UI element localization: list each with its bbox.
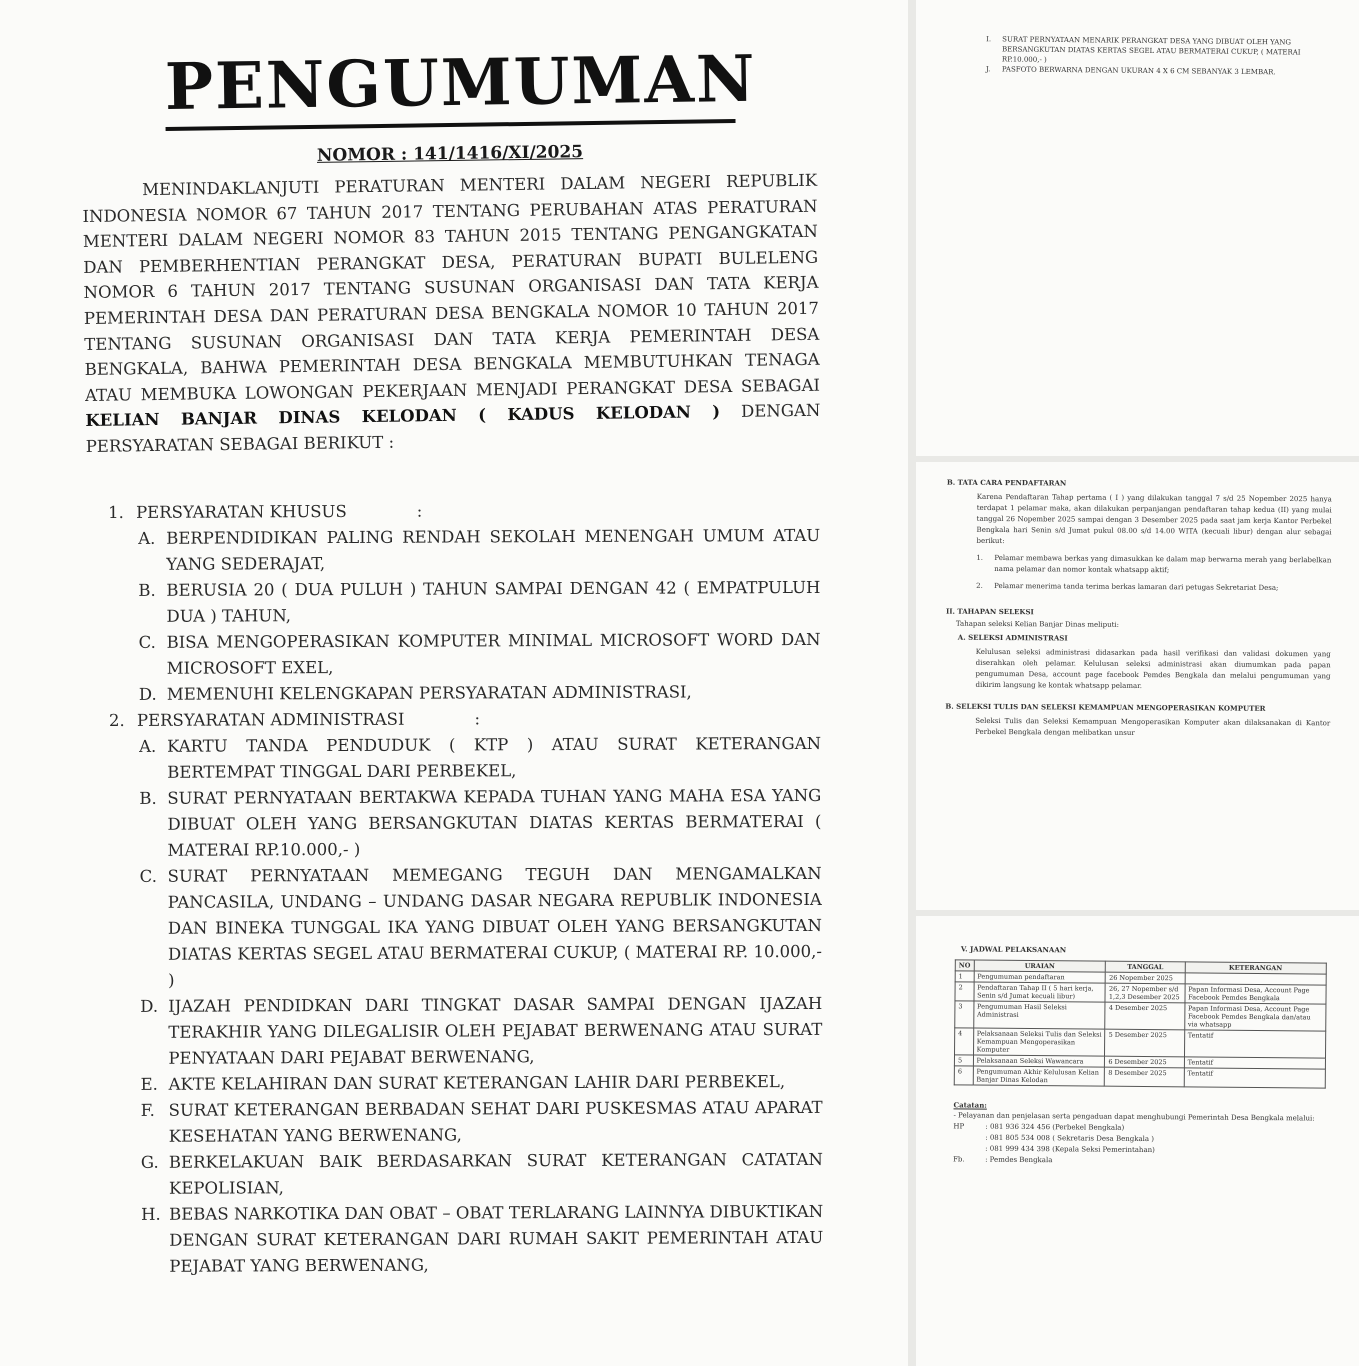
intro-text: MENINDAKLANJUTI PERATURAN MENTERI DALAM NEGERI REPUBLIK INDONESIA NOMOR 67 TAHUN 2017 TENTANG PERUBAHAN ATAS PERATURAN MENTERI DALAM NEGERI NOMOR 83 TAHUN 2015 TENTANG PENGANGKATAN DAN PEMBERHENTIAN PERANGKAT DESA, PERATURAN BUPATI BULELENG NOMOR 6 TAHUN 2017 TENTANG SUSUNAN ORGANISASI DAN TATA KERJA PEMERINTAH DESA DAN PERATURAN DESA BENGKALA NOMOR 10 TAHUN 2017 TENTANG SUSUNAN ORGANISASI DAN TATA KERJA PEMERINTAH DESA BENGKALA, BAHWA PEMERINTAH DESA BENGKALA MEMBUTUHKAN TENAGA ATAU MEMBUKA LOWONGAN PEKERJAAN MENJADI PERANGKAT DESA SEBAGAI [82, 170, 821, 405]
test-selection-title: B. SELEKSI TULIS DAN SELEKSI KEMAMPUAN MENGOPERASIKAN KOMPUTER [945, 701, 1266, 713]
section-number: 1. [108, 502, 124, 522]
section-title: PERSYARATAN KHUSUS [136, 501, 347, 522]
cell-no: 2 [955, 982, 974, 1001]
notes [953, 1099, 1334, 1168]
cell-uraian: Pengumuman pendaftaran [974, 971, 1106, 983]
cell-tanggal: 8 Desember 2025 [1105, 1067, 1184, 1087]
item-text: BERKELAKUAN BAIK BERDASARKAN SURAT KETERANGAN CATATAN KEPOLISIAN, [168, 1149, 823, 1198]
item-text: SURAT PERNYATAAN MENARIK PERANGKAT DESA YANG DIBUAT OLEH YANG BERSANGKUTAN DIATAS KERTAS SEGEL ATAU BERMATERAI CUKUP, ( MATERAI RP.10.000,- ) [1001, 35, 1301, 64]
cell-tanggal: 4 Desember 2025 [1105, 1002, 1184, 1030]
contact-list [953, 1121, 1333, 1168]
item-text: BEBAS NARKOTIKA DAN OBAT – OBAT TERLARANG LAINNYA DIBUKTIKAN DENGAN SURAT KETERANGAN DARI RUMAH SAKIT PEMERINTAH ATAU PEJABAT YANG BERWENANG, [169, 1201, 824, 1276]
cell-tanggal: 6 Desember 2025 [1105, 1056, 1184, 1068]
step-text: Pelamar menerima tanda terima berkas lamaran dari petugas Sekretariat Desa; [994, 581, 1279, 592]
item-text: KARTU TANDA PENDUDUK ( KTP ) ATAU SURAT KETERANGAN BERTEMPAT TINGGAL DARI PERBEKEL, [167, 733, 822, 782]
table-row [954, 1066, 1325, 1088]
cell-tanggal: 26, 27 Nopember s/d 1,2,3 Desember 2025 [1105, 983, 1184, 1003]
registration-step [976, 553, 1331, 577]
item-letter: D. [138, 684, 157, 704]
column-header: KETERANGAN [1185, 962, 1326, 974]
item-letter: A. [139, 736, 157, 756]
requirement-item [141, 1095, 823, 1150]
requirement-item [139, 731, 821, 786]
item-letter: B. [139, 788, 157, 808]
item-text: PASFOTO BERWARNA DENGAN UKURAN 4 X 6 CM SEBANYAK 3 LEMBAR. [1001, 65, 1276, 77]
item-text: SURAT KETERANGAN BERBADAN SEHAT DARI PUSKESMAS ATAU APARAT KESEHATAN YANG BERWENANG, [168, 1097, 823, 1146]
cell-tanggal: 26 Nopember 2025 [1106, 972, 1185, 984]
registration-section [945, 477, 1332, 747]
cell-no: 5 [954, 1055, 973, 1066]
item-letter: B. [138, 580, 156, 600]
requirement-item [141, 1147, 823, 1202]
schedule-title: V. JADWAL PELAKSANAAN [960, 944, 1067, 955]
column-header: TANGGAL [1106, 961, 1185, 973]
cell-uraian: Pendaftaran Tahap II ( 5 hari kerja, Senin s/d Jumat kecuali libur) [974, 982, 1106, 1002]
intro-end: DENGAN PERSYARATAN SEBAGAI BERIKUT : [85, 401, 821, 456]
requirement-item [139, 627, 821, 682]
page-4 [916, 916, 1359, 1366]
admin-selection-paragraph: Kelulusan seleksi administrasi didasarkan pada hasil verifikasi dan validasi dokumen yang diserahkan oleh pelamar. Kelulusan seleksi administrasi akan diumumkan pada papan pengumuman Desa, account page facebook Pemdes Bengkala dan melalui pengumuman yang dikirim langsung ke kontak whatsapp pelamar. [975, 647, 1331, 691]
item-text: BISA MENGOPERASIKAN KOMPUTER MINIMAL MICROSOFT WORD DAN MICROSOFT EXEL, [166, 629, 821, 678]
item-letter: G. [140, 1152, 159, 1172]
item-letter: C. [139, 866, 157, 886]
item-text: AKTE KELAHIRAN DAN SURAT KETERANGAN LAHIR DARI PERBEKEL, [168, 1072, 786, 1094]
item-letter: F. [140, 1100, 155, 1120]
cell-uraian: Pengumuman Akhir Kelulusan Kelian Banjar Dinas Kelodan [973, 1066, 1105, 1086]
cell-keterangan: Tentatif [1184, 1068, 1326, 1088]
requirement-item [139, 679, 821, 708]
cell-uraian: Pengumuman Hasil Seleksi Administrasi [973, 1001, 1105, 1029]
cell-keterangan: Tentatif [1184, 1030, 1326, 1058]
contact-value: : Pemdes Bengkala [985, 1155, 1053, 1165]
registration-title: B. TATA CARA PENDAFTARAN [946, 477, 1067, 488]
requirement-item [140, 1069, 822, 1098]
schedule-table [954, 959, 1327, 1088]
registration-paragraph: Karena Pendaftaran Tahap pertama ( I ) yang dilakukan tanggal 7 s/d 25 Nopember 2025 hanya terdapat 1 pelamar maka, akan dilakukan perpanjangan pendaftaran tahap kedua (II) yang mulai tanggal 26 Nopember 2025 sampai dengan 3 Desember 2025 pada saat jam kerja Kantor Perbekel Bengkala hari Senin s/d Jumat pukul 08.00 s/d 14.00 WITA (kecuali libur) dengan alur sebagai berikut: [976, 492, 1332, 546]
item-letter: H. [141, 1204, 161, 1224]
section-heading [109, 705, 821, 734]
cell-keterangan: Tentatif [1184, 1057, 1325, 1069]
requirement-item [139, 783, 821, 864]
page-3 [916, 462, 1359, 910]
cell-tanggal: 5 Desember 2025 [1105, 1029, 1184, 1057]
contact-value: : 081 999 434 398 (Kepala Seksi Pemerintahan) [985, 1144, 1155, 1155]
intro-position: KELIAN BANJAR DINAS KELODAN ( KADUS KELODAN ) [85, 402, 721, 431]
intro-paragraph [82, 168, 821, 460]
section-number: 2. [108, 710, 125, 730]
registration-steps [946, 553, 1331, 595]
notes-title: Catatan: [953, 1100, 987, 1110]
table-row [955, 1001, 1326, 1031]
step-number: 1. [976, 553, 984, 562]
contact-row [953, 1154, 1333, 1168]
item-letter: A. [138, 528, 156, 548]
requirement-item [986, 64, 1321, 78]
cell-keterangan: Papan Informasi Desa, Account Page Facebook Pemdes Bengkala dan/atau via whatsapp [1184, 1003, 1326, 1031]
section-heading [108, 497, 820, 526]
requirement-item [140, 991, 822, 1072]
column-header: URAIAN [974, 960, 1106, 972]
selection-title: II. TAHAPAN SELEKSI [945, 606, 1034, 617]
continued-requirements [986, 34, 1321, 78]
step-text: Pelamar membawa berkas yang dimasukkan ke dalam map berwarna merah yang berlabelkan nama pelamar dan nomor kontak whatsapp aktif; [994, 553, 1332, 575]
cell-no: 6 [954, 1066, 973, 1085]
table-row [955, 1028, 1326, 1058]
document-title: PENGUMUMAN [164, 42, 735, 131]
contact-label [953, 1132, 985, 1143]
requirement-item [140, 861, 823, 994]
requirement-item [138, 523, 820, 578]
item-text: SURAT PERNYATAAN MEMEGANG TEGUH DAN MENGAMALKAN PANCASILA, UNDANG – UNDANG DASAR NEGARA REPUBLIK INDONESIA DAN BINEKA TUNGGAL IKA YANG DIBUAT OLEH YANG BERSANGKUTAN DIATAS KERTAS SEGEL ATAU BERMATERAI CUKUP, ( MATERAI RP. 10.000,- ) [167, 863, 823, 990]
item-text: IJAZAH PENDIDKAN DARI TINGKAT DASAR SAMPAI DENGAN IJAZAH TERAKHIR YANG DILEGALISIR OLEH PEJABAT BERWENANG ATAU SURAT PENYATAAN DARI PEJABAT BERWENANG, [168, 993, 823, 1068]
requirement-item [986, 34, 1321, 68]
contact-label [953, 1143, 985, 1154]
item-letter: C. [138, 632, 156, 652]
section-title: PERSYARATAN ADMINISTRASI [136, 709, 405, 730]
schedule-section [953, 944, 1335, 1168]
item-text: SURAT PERNYATAAN BERTAKWA KEPADA TUHAN YANG MAHA ESA YANG DIBUAT OLEH YANG BERSANGKUTAN DIATAS KERTAS BERMATERAI ( MATERAI RP.10.000,- ) [167, 785, 822, 860]
item-text: BERUSIA 20 ( DUA PULUH ) TAHUN SAMPAI DENGAN 42 ( EMPATPULUH DUA ) TAHUN, [166, 577, 821, 626]
item-letter: D. [140, 996, 159, 1016]
notes-text: - Pelayanan dan penjelasan serta pengaduan dapat menghubungi Pemerintah Desa Bengkala melalui: [953, 1111, 1315, 1123]
column-header: NO [955, 960, 974, 971]
contact-label: HP [953, 1122, 965, 1131]
document-number: NOMOR : 141/1416/XI/2025 [316, 142, 584, 166]
cell-no: 1 [955, 971, 974, 982]
section-colon: : [474, 709, 481, 729]
selection-intro: Tahapan seleksi Kelian Banjar Dinas meliputi: [955, 619, 1120, 629]
item-text: BERPENDIDIKAN PALING RENDAH SEKOLAH MENENGAH UMUM ATAU YANG SEDERAJAT, [166, 525, 821, 574]
cell-uraian: Pelaksanaan Seleksi Wawancara [973, 1055, 1105, 1067]
requirement-item [141, 1199, 823, 1280]
cell-uraian: Pelaksanaan Seleksi Tulis dan Seleksi Kemampuan Mengoperasikan Komputer [973, 1028, 1105, 1056]
registration-step [976, 581, 1331, 594]
requirements-list [108, 497, 823, 1280]
contact-value: : 081 936 324 456 (Perbekel Bengkala) [985, 1122, 1125, 1132]
cell-keterangan: Papan Informasi Desa, Account Page Facebook Pemdes Bengkala [1185, 984, 1327, 1004]
test-selection-paragraph: Seleksi Tulis dan Seleksi Kemampuan Mengoperasikan Komputer akan dilaksanakan di Kantor Perbekel Bengkala dengan melibatkan unsur [975, 716, 1331, 737]
item-letter: I. [986, 35, 992, 44]
item-letter: J. [985, 65, 991, 74]
requirement-item [138, 575, 820, 630]
step-number: 2. [976, 581, 983, 590]
page-2 [916, 0, 1359, 456]
item-letter: E. [140, 1074, 158, 1094]
item-text: MEMENUHI KELENGKAPAN PERSYARATAN ADMINISTRASI, [166, 682, 692, 704]
admin-selection-title: A. SELEKSI ADMINISTRASI [957, 632, 1068, 643]
contact-value: : 081 805 534 008 ( Sekretaris Desa Bengkala ) [985, 1133, 1155, 1144]
contact-label: Fb. [953, 1155, 965, 1164]
section-colon: : [416, 501, 423, 521]
cell-no: 4 [955, 1028, 974, 1055]
cell-no: 3 [955, 1001, 974, 1028]
